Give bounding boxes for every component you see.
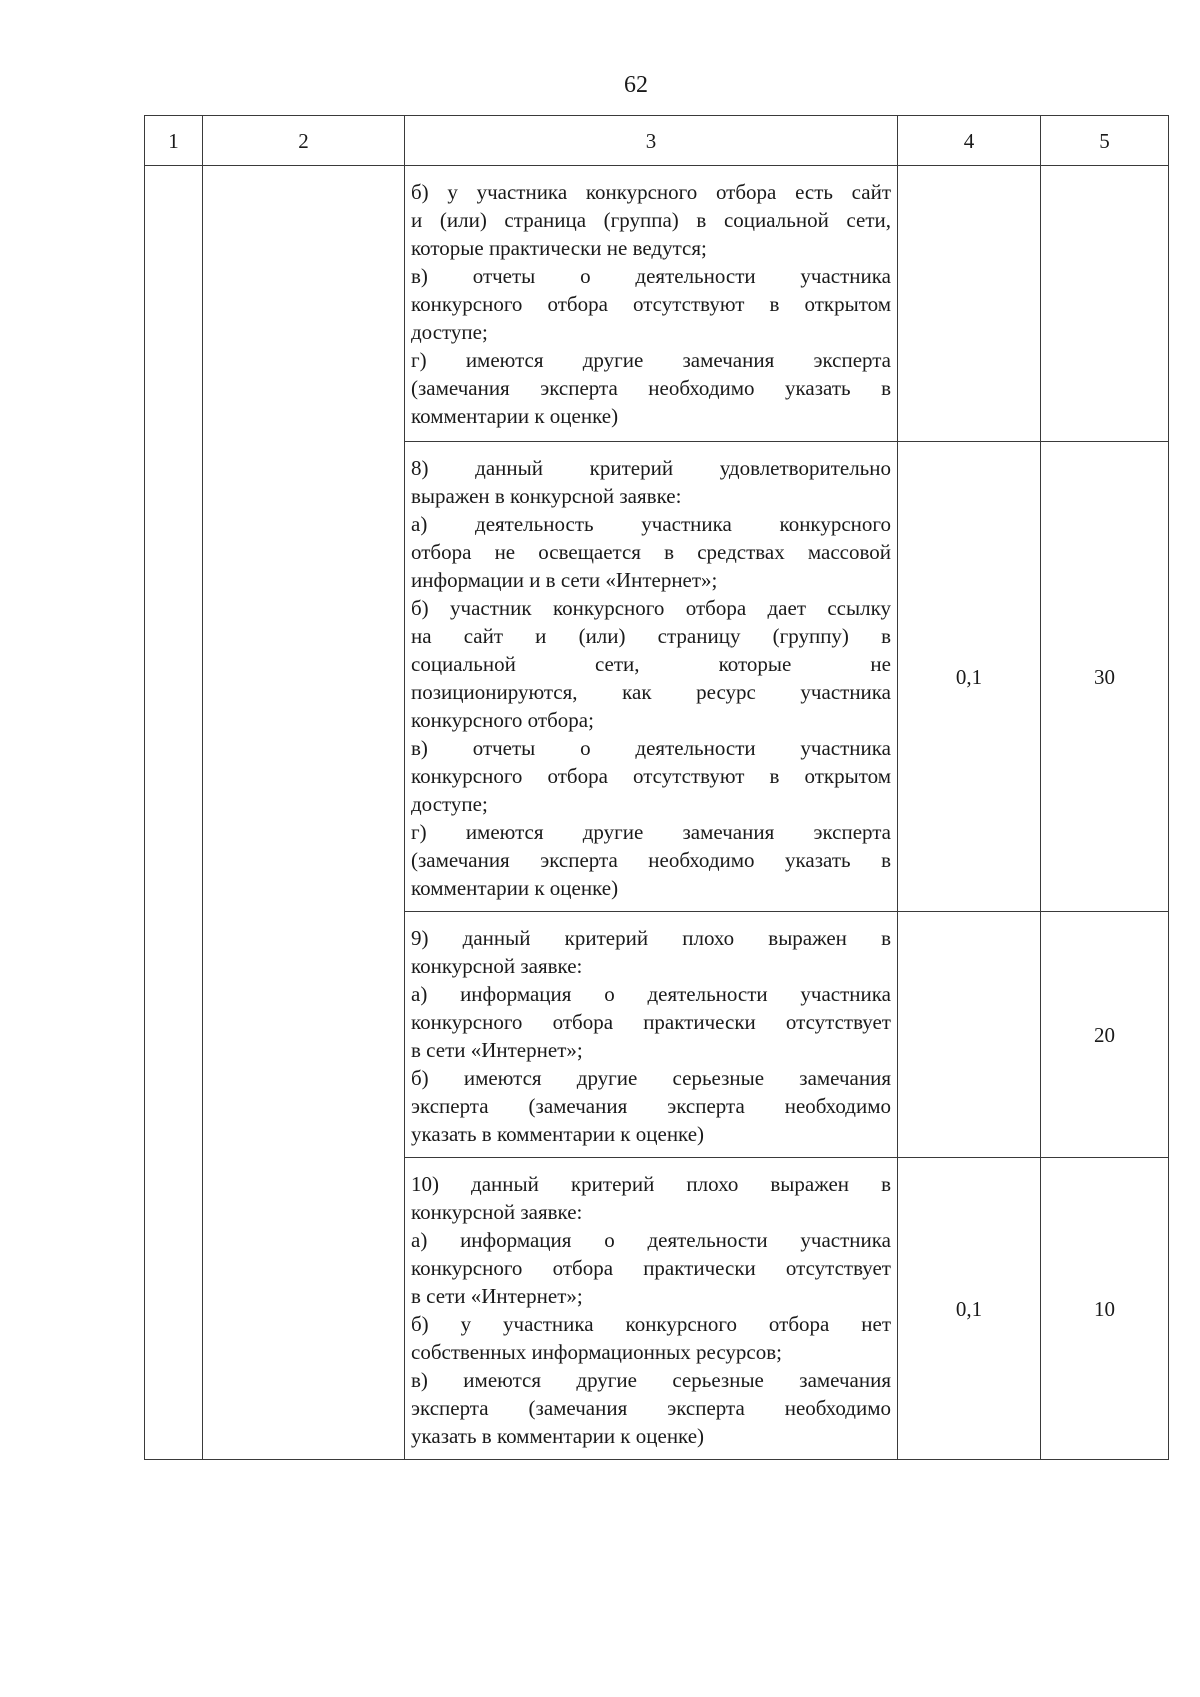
text-line: на сайт и (или) страницу (группу) в (411, 624, 891, 648)
text-line: эксперта (замечания эксперта необходимо (411, 1396, 891, 1420)
text-line: указать в комментарии к оценке) (411, 1122, 705, 1146)
text-line: (замечания эксперта необходимо указать в (411, 848, 891, 872)
score-cell: 30 (1041, 442, 1169, 912)
weight-cell (898, 166, 1041, 442)
text-line: б) у участника конкурсного отбора есть сайт (411, 180, 891, 204)
text-line: 10) данный критерий плохо выражен в (411, 1172, 891, 1196)
header-col-5: 5 (1041, 116, 1169, 166)
table-header-row (145, 116, 1169, 166)
header-col-1: 1 (145, 116, 203, 166)
score-cell: 20 (1041, 912, 1169, 1158)
criterion-text-cell (405, 912, 898, 1158)
text-line: конкурсного отбора отсутствуют в открытом (411, 292, 891, 316)
text-line: конкурсного отбора; (411, 708, 594, 732)
text-line: комментарии к оценке) (411, 876, 619, 900)
col-1-merged-cell (145, 166, 203, 1460)
text-line: доступе; (411, 792, 488, 816)
text-line: эксперта (замечания эксперта необходимо (411, 1094, 891, 1118)
text-line: г) имеются другие замечания эксперта (411, 820, 891, 844)
text-line: (замечания эксперта необходимо указать в (411, 376, 891, 400)
text-line: позиционируются, как ресурс участника (411, 680, 891, 704)
header-col-2: 2 (203, 116, 405, 166)
criterion-text-cell (405, 442, 898, 912)
page-number: 62 (624, 72, 648, 98)
weight-cell: 0,1 (898, 1158, 1041, 1460)
text-line: а) деятельность участника конкурсного (411, 512, 891, 536)
criteria-table (144, 115, 1169, 1460)
text-line: а) информация о деятельности участника (411, 1228, 891, 1252)
text-line: информации и в сети «Интернет»; (411, 568, 718, 592)
text-line: которые практически не ведутся; (411, 236, 707, 260)
text-line: г) имеются другие замечания эксперта (411, 348, 891, 372)
text-line: собственных информационных ресурсов; (411, 1340, 782, 1364)
criterion-text-cell (405, 1158, 898, 1460)
text-line: доступе; (411, 320, 488, 344)
header-col-4: 4 (898, 116, 1041, 166)
criterion-text-cell (405, 166, 898, 442)
text-line: в) отчеты о деятельности участника (411, 736, 891, 760)
header-col-3: 3 (405, 116, 898, 166)
text-line: комментарии к оценке) (411, 404, 619, 428)
text-line: 9) данный критерий плохо выражен в (411, 926, 891, 950)
table-row (145, 166, 1169, 442)
text-line: б) участник конкурсного отбора дает ссылку (411, 596, 891, 620)
text-line: конкурсного отбора практически отсутствует (411, 1010, 891, 1034)
text-line: в сети «Интернет»; (411, 1284, 583, 1308)
weight-cell: 0,1 (898, 442, 1041, 912)
text-line: отбора не освещается в средствах массовой (411, 540, 891, 564)
text-line: конкурсного отбора отсутствуют в открытом (411, 764, 891, 788)
text-line: 8) данный критерий удовлетворительно (411, 456, 891, 480)
text-line: а) информация о деятельности участника (411, 982, 891, 1006)
text-line: конкурсной заявке: (411, 954, 583, 978)
text-line: и (или) страница (группа) в социальной сети, (411, 208, 891, 232)
text-line: социальной сети, которые не (411, 652, 891, 676)
weight-cell (898, 912, 1041, 1158)
col-2-merged-cell (203, 166, 405, 1460)
text-line: б) у участника конкурсного отбора нет (411, 1312, 891, 1336)
text-line: в сети «Интернет»; (411, 1038, 583, 1062)
score-cell (1041, 166, 1169, 442)
text-line: выражен в конкурсной заявке: (411, 484, 682, 508)
text-line: конкурсного отбора практически отсутствует (411, 1256, 891, 1280)
text-line: в) отчеты о деятельности участника (411, 264, 891, 288)
text-line: в) имеются другие серьезные замечания (411, 1368, 891, 1392)
text-line: конкурсной заявке: (411, 1200, 583, 1224)
score-cell: 10 (1041, 1158, 1169, 1460)
text-line: б) имеются другие серьезные замечания (411, 1066, 891, 1090)
text-line: указать в комментарии к оценке) (411, 1424, 705, 1448)
